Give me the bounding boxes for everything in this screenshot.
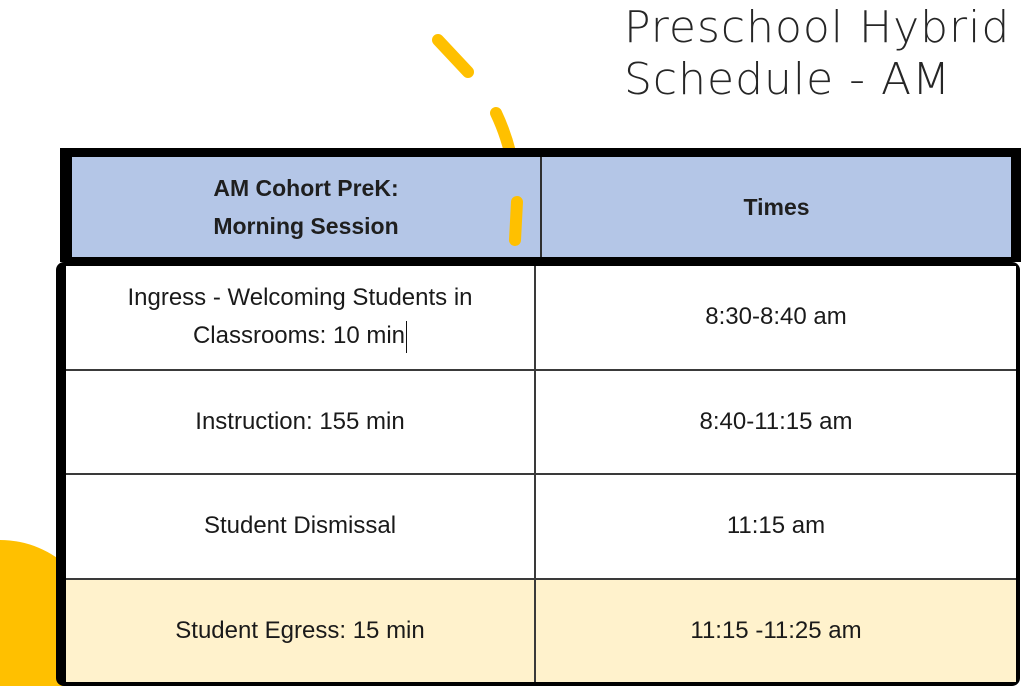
time-cell[interactable]: 8:30-8:40 am	[705, 303, 847, 331]
time-cell[interactable]: 11:15 -11:25 am	[690, 616, 862, 644]
schedule-table-body	[66, 266, 1016, 682]
header-session-line-1: AM Cohort PreK:	[213, 175, 399, 201]
decorative-dash-2	[496, 113, 510, 152]
activity-cell[interactable]: Instruction: 155 min	[66, 371, 536, 474]
time-cell[interactable]: 8:40-11:15 am	[699, 407, 853, 435]
activity-cell[interactable]: Student Egress: 15 min	[66, 580, 536, 683]
header-cell-times: Times	[743, 194, 810, 220]
table-header	[60, 148, 1021, 262]
table-row	[66, 266, 1016, 371]
table-header-row	[72, 157, 1011, 257]
header-cell-session	[72, 157, 542, 257]
time-cell[interactable]: 11:15 am	[726, 512, 826, 540]
table-row	[66, 371, 1016, 476]
schedule-table	[56, 262, 1020, 686]
header-session-line-2: Morning Session	[213, 213, 399, 239]
table-row	[66, 475, 1016, 580]
page-title	[624, 2, 1019, 106]
decorative-dash-1	[438, 40, 468, 72]
text-cursor	[406, 321, 407, 353]
table-row	[66, 580, 1016, 683]
activity-cell[interactable]	[66, 266, 536, 369]
title-line-2: Schedule - AM	[624, 54, 952, 105]
activity-text-line-1: Ingress - Welcoming Students in	[127, 284, 473, 312]
activity-text-line-2: Classrooms: 10 min	[192, 322, 406, 350]
activity-cell[interactable]: Student Dismissal	[66, 475, 536, 578]
title-line-1: Preschool Hybrid	[624, 2, 1011, 53]
